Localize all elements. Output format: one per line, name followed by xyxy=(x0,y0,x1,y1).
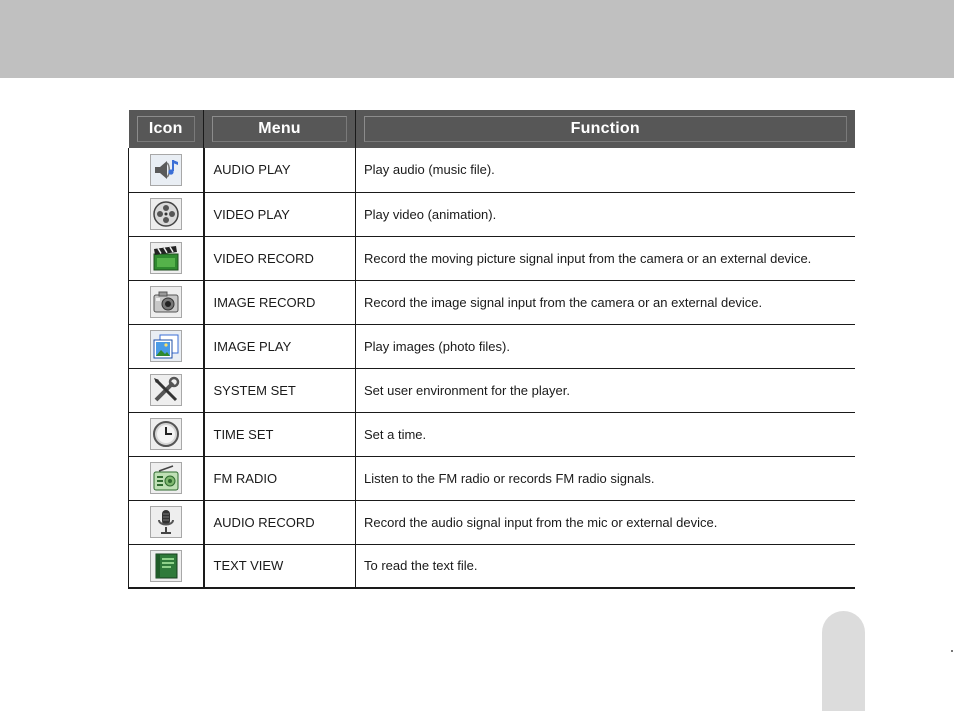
function-text: Set user environment for the player. xyxy=(356,368,855,412)
function-text: Listen to the FM radio or records FM radio signals. xyxy=(356,456,855,500)
table-row xyxy=(129,148,855,192)
menu-label: VIDEO PLAY xyxy=(204,192,356,236)
speaker-music-icon xyxy=(150,154,182,186)
radio-icon xyxy=(150,462,182,494)
microphone-icon xyxy=(150,506,182,538)
page-number-tab xyxy=(822,611,865,711)
table-row xyxy=(129,456,855,500)
menu-label: TEXT VIEW xyxy=(204,544,356,588)
table-row xyxy=(129,544,855,588)
table-row xyxy=(129,412,855,456)
function-text: Set a time. xyxy=(356,412,855,456)
table-row xyxy=(129,324,855,368)
menu-label: IMAGE PLAY xyxy=(204,324,356,368)
function-text: Play audio (music file). xyxy=(356,148,855,192)
function-text: Play images (photo files). xyxy=(356,324,855,368)
tools-icon xyxy=(150,374,182,406)
menu-column-header: Menu xyxy=(204,110,356,148)
menu-label: TIME SET xyxy=(204,412,356,456)
menu-label: AUDIO PLAY xyxy=(204,148,356,192)
menu-label: FM RADIO xyxy=(204,456,356,500)
menu-label: SYSTEM SET xyxy=(204,368,356,412)
menu-function-table xyxy=(128,110,855,589)
function-text: To read the text file. xyxy=(356,544,855,588)
table-row xyxy=(129,280,855,324)
camera-icon xyxy=(150,286,182,318)
icon-column-header: Icon xyxy=(129,110,204,148)
table-row xyxy=(129,236,855,280)
page-mark xyxy=(951,650,953,652)
header-band xyxy=(0,0,954,78)
function-text: Record the image signal input from the camera or an external device. xyxy=(356,280,855,324)
function-text: Record the moving picture signal input from the camera or an external device. xyxy=(356,236,855,280)
table-row xyxy=(129,368,855,412)
clock-icon xyxy=(150,418,182,450)
book-icon xyxy=(150,550,182,582)
table-row xyxy=(129,500,855,544)
function-column-header: Function xyxy=(356,110,855,148)
clapperboard-icon xyxy=(150,242,182,274)
table-row xyxy=(129,192,855,236)
menu-label: AUDIO RECORD xyxy=(204,500,356,544)
function-text: Play video (animation). xyxy=(356,192,855,236)
photo-stack-icon xyxy=(150,330,182,362)
table-header-row xyxy=(129,110,855,148)
film-reel-icon xyxy=(150,198,182,230)
menu-label: IMAGE RECORD xyxy=(204,280,356,324)
function-text: Record the audio signal input from the mic or external device. xyxy=(356,500,855,544)
menu-label: VIDEO RECORD xyxy=(204,236,356,280)
